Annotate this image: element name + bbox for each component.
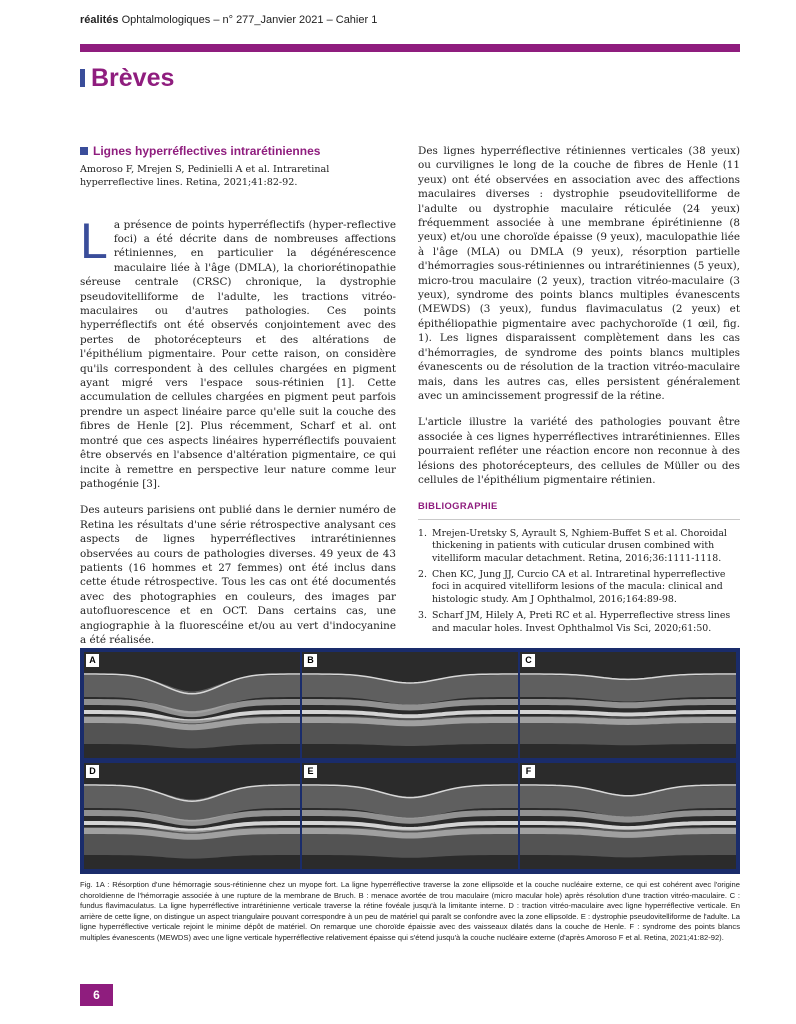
bibliography-item	[418, 610, 740, 635]
oct-panel-f	[520, 763, 736, 869]
oct-scan-image	[84, 763, 300, 869]
oct-scan-image	[302, 763, 518, 869]
oct-scan-image	[520, 763, 736, 869]
page-number	[80, 984, 113, 1006]
header-rule	[80, 44, 740, 52]
panel-label: C	[522, 654, 535, 667]
paragraph-results: Des lignes hyperréflective rétiniennes verticales (38 yeux) ou curvilignes le long de la couche de fibres de Henle (11 yeux) ont été observées en association avec des affections maculaires diverses : dystrophie pseudovitelliforme de l'adulte ou dystrophie maculaire réticulée (24 yeux) fréquemment associée à une membrane épirétinienne (8 yeux) et/ou une choroïde épaisse (9 yeux), maculopathie liée à l'âge (MLA) ou DMLA (9 yeux), résorption partielle d'hémorragies sous-rétiniennes ou intrarétiniennes (5 yeux), micro-trou maculaire (2 yeux), traction vitréo-maculaire (3 yeux), syndrome des points blancs multiples évanescents (MEWDS) (3 yeux), fundus flavimaculatus (2 yeux) et épithéliopathie pigmentaire avec pachychoroïde (1 œil, fig. 1). Les lignes disparaissent complètement dans les cas d'hémorragies, de syndrome des points blancs multiples évanescents ou de résolution de la traction vitréo-maculaire mais, dans les autres cas, elles persistent généralement avec un amincissement progressif de la rétine.	[418, 145, 740, 402]
bibliography-number: 1.	[418, 527, 427, 539]
oct-panel-c	[520, 652, 736, 758]
bibliography-item	[418, 528, 740, 565]
masthead-issue: Ophtalmologiques – n° 277_Janvier 2021 – Cahier 1	[121, 14, 378, 26]
panel-label: B	[304, 654, 317, 667]
square-bullet-icon	[80, 69, 85, 87]
paragraph-intro-text: a présence de points hyperréflectifs (hyper-reflective foci) a été décrite dans de nombreuses affections rétiniennes, en particulier la dégénérescence maculaire liée à l'âge (DMLA), la choriorétinopathie séreuse centrale (CRSC) chronique, la dystrophie pseudovitelliforme de l'adulte, les tractions vitréo-maculaires ou d'autres pathologies. Ces points hyperréflectifs ont été observés conjointement avec des pertes de photorécepteurs et des altérations de l'épithélium pigmentaire. Pour cette raison, on considère qu'ils correspondent à des cellules chargées en pigment ayant migré vers l'espace sous-rétinien [1]. Cette accumulation de cellules chargées en pigment peut parfois prendre un aspect linéaire parce qu'elle suit la couche des fibres de Henle [2]. Plus récemment, Scharf et al. ont montré que ces aspects linéaires hyperréflectifs pouvaient être observés en l'absence d'altération pigmentaire, ce qui incite à remettre en perspective leur nature comme leur pathogénie [3].	[80, 218, 396, 490]
bibliography-text: Scharf JM, Hilely A, Preti RC et al. Hyperreflective stress lines and macular holes. Invest Ophthalmol Vis Sci, 2020;61:50.	[432, 610, 731, 634]
paragraph-intro	[80, 212, 396, 492]
bibliography-text: Chen KC, Jung JJ, Curcio CA et al. Intraretinal hyperreflective foci in acquired vitelliform lesions of the macula: clinical and histologic study. Am J Ophthalmol, 2016;164:89-98.	[432, 568, 726, 605]
figure-caption: Fig. 1A : Résorption d'une hémorragie sous-rétinienne chez un myope fort. La ligne hyperréflective traverse la zone ellipsoïde et la couche nucléaire externe, ce qui est cohérent avec l'origine choroïdienne de l'hémorragie associée à une rupture de la membrane de Bruch. B : menace avortée de trou maculaire (micro macular hole) après résolution d'une traction vitréo-maculaire. C : fundus flavimaculatus. La ligne hyperréflective intrarétinienne verticale traverse la rétine fovéale jusqu'à la limitante interne. D : traction vitréo-maculaire avec ligne hyperréflective verticale. En arrière de cette ligne, on distingue un aspect triangulaire pouvant correspondre à un peu de matériel qui paraît se confondre avec la zone ellipsoïde. E : dystrophie pseudovitelliforme de l'adulte. La ligne hyperréflective verticale rejoint le minime dépôt de matériel. On remarque une choroïde épaissie avec des vaisseaux dilatés dans la couche de Henle. F : syndrome des points blancs multiples évanescents (MEWDS) avec une ligne verticale hyperréflective relativement épaisse qui s'étend jusqu'à la couche nucléaire externe (d'après Amoroso F et al. Retina, 2021;41:82-92).	[80, 880, 740, 942]
oct-figure	[80, 648, 740, 874]
section-title-text: Brèves	[91, 64, 175, 92]
bibliography-number: 3.	[418, 610, 427, 622]
paragraph-conclusion: L'article illustre la variété des pathologies pouvant être associée à ces lignes hyperréflectives intrarétiniennes. Elles pourraient refléter une réaction encore non reconnue à des lésions des photorécepteurs, des cellules de Müller ou des cellules de l'épithélium pigmentaire rétinien.	[418, 416, 740, 486]
bibliography-list	[418, 528, 740, 635]
masthead	[80, 14, 377, 26]
right-column	[418, 144, 740, 639]
panel-label: F	[522, 765, 535, 778]
panel-label: A	[86, 654, 99, 667]
oct-panel-e	[302, 763, 518, 869]
bibliography-text: Mrejen-Uretsky S, Ayrault S, Nghiem-Buffet S et al. Choroidal thickening in patients with cuticular drusen combined with vitelliform macular detachment. Retina, 2016;36:1111-1118.	[432, 527, 727, 564]
paragraph-methods: Des auteurs parisiens ont publié dans le dernier numéro de Retina les résultats d'une série rétrospective analysant ces aspects de lignes hyperréflectives intrarétiniennes observées au cours de pathologies diverses. 49 yeux de 43 patients (16 hommes et 27 femmes) ont été inclus dans cette étude rétrospective. Tous les cas ont été documentés avec des photographies en couleurs, des images par autofluorescence et en OCT. Dans certains cas, une angiographie à la fluorescéine et/ou au vert d'indocyanine a été réalisée.	[80, 504, 396, 646]
left-column	[80, 144, 396, 659]
oct-scan-image	[302, 652, 518, 758]
panel-label: E	[304, 765, 317, 778]
oct-panel-b	[302, 652, 518, 758]
section-title	[80, 64, 174, 93]
square-bullet-icon	[80, 147, 88, 155]
oct-scan-image	[84, 652, 300, 758]
masthead-brand: réalités	[80, 14, 119, 26]
bibliography-item	[418, 569, 740, 606]
bibliography-heading: BIBLIOGRAPHIE	[418, 499, 740, 519]
bibliography-number: 2.	[418, 568, 427, 580]
oct-scan-image	[520, 652, 736, 758]
drop-cap: L	[80, 212, 108, 269]
oct-panel-d	[84, 763, 300, 869]
panel-label: D	[86, 765, 99, 778]
oct-panel-a	[84, 652, 300, 758]
article-title	[80, 144, 396, 158]
page-number-text: 6	[93, 988, 100, 1002]
article-reference: Amoroso F, Mrejen S, Pedinielli A et al. Intraretinal hyperreflective lines. Retina, 2021;41:82-92.	[80, 164, 330, 188]
article-title-text: Lignes hyperréflectives intrarétiniennes	[93, 144, 321, 158]
